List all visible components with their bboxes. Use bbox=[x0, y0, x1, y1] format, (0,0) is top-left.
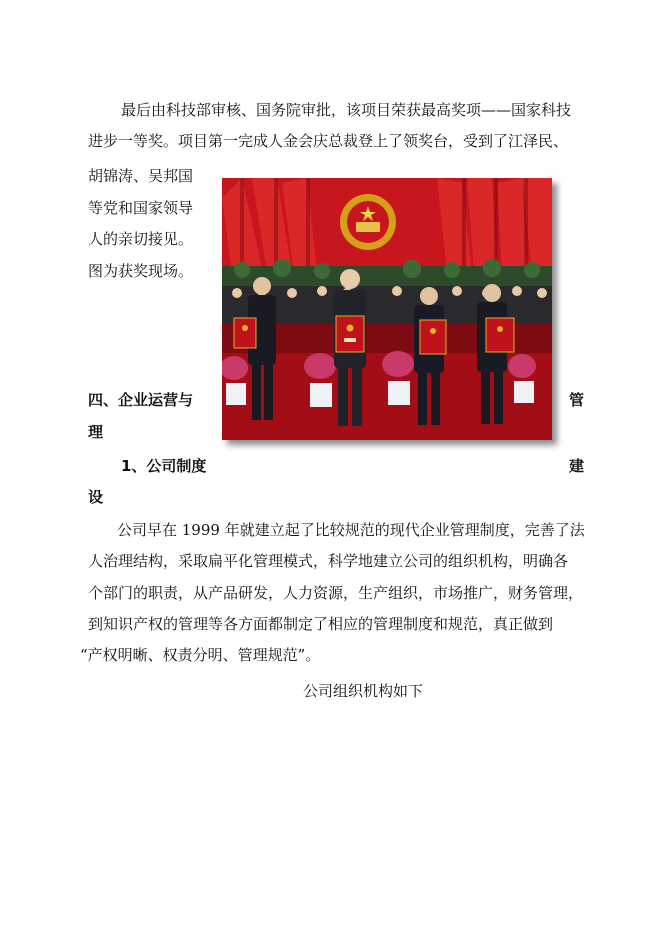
subsection-heading-1-left: 1、公司制度 bbox=[121, 457, 207, 475]
award-ceremony-illustration bbox=[222, 178, 552, 440]
paragraph-2-line-1: 公司早在 1999 年就建立起了比较规范的现代企业管理制度，完善了法 bbox=[117, 521, 585, 539]
paragraph-1-line-1: 最后由科技部审核、国务院审批，该项目荣获最高奖项——国家科技 bbox=[121, 101, 572, 119]
photo-side-text-4: 图为获奖现场。 bbox=[88, 262, 194, 280]
paragraph-2-line-2: 人治理结构，采取扁平化管理模式，科学地建立公司的组织机构，明确各 bbox=[88, 552, 569, 570]
org-structure-caption: 公司组织机构如下 bbox=[303, 682, 424, 700]
photo-side-text-3: 人的亲切接见。 bbox=[88, 230, 194, 248]
award-ceremony-photo bbox=[222, 178, 552, 440]
section-heading-4-wrap: 理 bbox=[88, 423, 104, 441]
subsection-heading-1-wrap: 设 bbox=[88, 488, 104, 506]
section-heading-4-left: 四、企业运营与 bbox=[88, 391, 194, 409]
paragraph-1-line-2: 进步一等奖。项目第一完成人金会庆总裁登上了领奖台，受到了江泽民、 bbox=[88, 132, 569, 150]
paragraph-2-line-3: 个部门的职责，从产品研发，人力资源，生产组织，市场推广，财务管理， bbox=[88, 584, 584, 602]
photo-side-text-2: 等党和国家领导 bbox=[88, 199, 194, 217]
section-heading-4-right: 管 bbox=[569, 391, 585, 409]
photo-side-text-1: 胡锦涛、吴邦国 bbox=[88, 167, 194, 185]
paragraph-2-line-5: “产权明晰、权责分明、管理规范”。 bbox=[80, 646, 321, 664]
paragraph-2-line-4: 到知识产权的管理等各方面都制定了相应的管理制度和规范，真正做到 bbox=[88, 615, 554, 633]
subsection-heading-1-right: 建 bbox=[569, 457, 585, 475]
